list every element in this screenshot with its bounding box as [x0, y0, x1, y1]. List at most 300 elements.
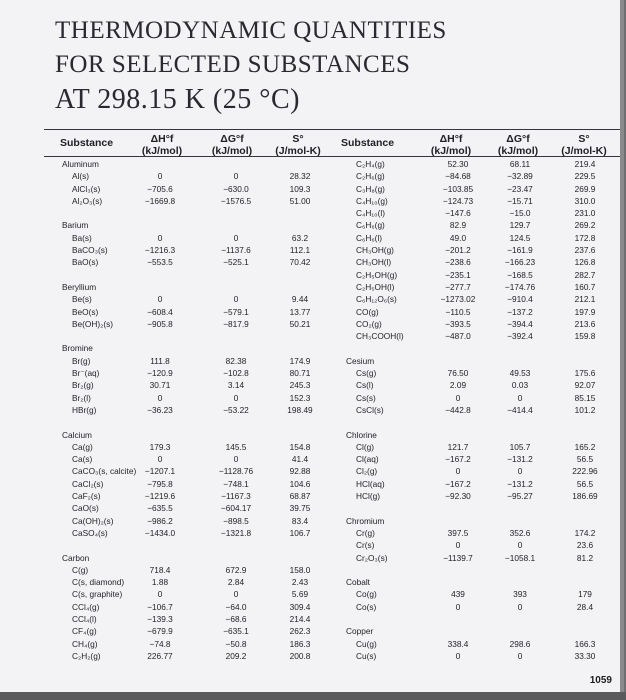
l-dg-cell: 2.84 [227, 577, 245, 588]
l-sub-cell: Ca(g) [72, 441, 93, 452]
r-s-cell: 175.6 [574, 368, 596, 379]
r-dg-cell [490, 613, 550, 625]
l-dg-cell: −817.9 [223, 318, 249, 329]
r-sub-cell: Cs(l) [356, 380, 374, 391]
r-dg-cell [490, 502, 550, 514]
l-dh-cell: −553.5 [147, 257, 173, 268]
r-sub-cell: C₂H₅OH(g) [356, 269, 398, 280]
r-dh-cell: −201.2 [445, 245, 471, 256]
l-s-cell [270, 281, 330, 293]
r-s-cell: 231.0 [574, 208, 596, 219]
l-sub-cell: C₂H₂(g) [72, 650, 101, 661]
r-dg-cell: −131.2 [507, 454, 533, 465]
r-s-cell: 213.6 [574, 318, 596, 329]
r-sub-cell: C₆H₁₂O₆(s) [356, 294, 397, 305]
r-sub-cell: Cs(s) [356, 392, 376, 403]
l-s-cell: 9.44 [291, 294, 309, 305]
l-s-cell [270, 416, 330, 428]
l-dg-cell [206, 207, 266, 219]
l-s-cell [270, 552, 330, 564]
l-dh-cell [130, 330, 190, 342]
r-s-cell: 23.6 [576, 540, 594, 551]
l-sub-cell: Br₂(g) [72, 380, 94, 391]
r-sub-cell: HCl(aq) [356, 478, 385, 489]
r-sub-cell: Cr(g) [356, 527, 375, 538]
l-dg-cell: 145.5 [225, 441, 247, 452]
r-sub-cell: Cr₂O₃(s) [356, 552, 388, 563]
l-dg-cell: −748.1 [223, 478, 249, 489]
r-sub-cell [346, 564, 424, 576]
l-dh-cell: −1207.1 [144, 466, 176, 477]
l-dg-cell: −579.1 [223, 306, 249, 317]
r-dg-cell: −23.47 [507, 183, 533, 194]
left-dg-column [206, 158, 266, 662]
right-s-column [560, 158, 610, 662]
header-substance-right: Substance [341, 137, 395, 149]
r-sub-cell: C₂H₄(g) [356, 159, 385, 169]
l-dh-cell [130, 416, 190, 428]
l-sub-cell: CH₄(g) [72, 638, 98, 649]
l-s-cell [270, 269, 330, 281]
l-dg-cell: −1576.5 [220, 195, 252, 206]
l-dg-cell: 3.14 [227, 380, 245, 391]
l-s-cell: 28.32 [289, 171, 311, 182]
l-dh-cell [130, 281, 190, 293]
r-dh-cell: −442.8 [445, 404, 471, 415]
r-dh-cell [428, 576, 488, 588]
r-dg-cell: 298.6 [509, 638, 531, 649]
left-s-column [270, 158, 330, 662]
r-dh-cell: −238.6 [445, 257, 471, 268]
l-dh-cell: −36.23 [147, 404, 173, 415]
l-s-cell: 50.21 [289, 318, 311, 329]
l-sub-cell: Barium [62, 220, 89, 231]
l-sub-cell: CaSO₄(s) [72, 527, 108, 538]
l-sub-cell: Calcium [62, 429, 92, 440]
l-dh-cell: −1434.0 [144, 527, 176, 538]
l-dh-cell [130, 158, 190, 170]
l-sub-cell: Br₂(l) [72, 392, 91, 403]
l-dg-cell [206, 219, 266, 231]
r-dh-cell: −147.6 [445, 208, 471, 219]
l-sub-cell: Ca(s) [72, 454, 93, 465]
r-s-cell [560, 576, 610, 588]
r-dh-cell: 76.50 [447, 368, 469, 379]
r-dg-cell: 393 [513, 589, 527, 600]
l-dg-cell [206, 330, 266, 342]
l-dg-cell: −53.22 [223, 404, 249, 415]
l-dg-cell: 209.2 [225, 650, 247, 661]
l-dh-cell: 1.88 [151, 577, 169, 588]
l-sub-cell: CCl₄(g) [72, 601, 100, 612]
header-s-left: S° (J/mol-K) [275, 133, 321, 157]
page-number: 1059 [589, 675, 612, 686]
l-dg-cell: 82.38 [225, 355, 247, 366]
l-sub-cell: Carbon [62, 552, 90, 563]
l-sub-cell: AlCl₃(s) [72, 183, 101, 194]
l-dh-cell [130, 539, 190, 551]
l-s-cell: 39.75 [289, 503, 311, 514]
r-dg-cell: −394.4 [507, 318, 533, 329]
header-substance-left: Substance [60, 137, 114, 149]
l-s-cell: 83.4 [291, 515, 309, 526]
r-sub-cell: Cesium [346, 355, 375, 366]
r-s-cell: 56.5 [576, 478, 594, 489]
r-s-cell: 126.8 [574, 257, 596, 268]
r-dh-cell: 338.4 [447, 638, 469, 649]
r-sub-cell: Cl(g) [356, 441, 374, 452]
l-sub-cell: CaF₂(s) [72, 491, 101, 502]
r-s-cell: 174.2 [574, 527, 596, 538]
l-dh-cell: 179.3 [149, 441, 171, 452]
l-dh-cell: 0 [157, 454, 163, 465]
title-line-2: FOR SELECTED SUBSTANCES [55, 51, 411, 78]
r-dh-cell: 121.7 [447, 441, 469, 452]
r-dh-cell: −167.2 [445, 454, 471, 465]
l-sub-cell: BeO(s) [72, 306, 99, 317]
r-dg-cell: 0.03 [511, 380, 529, 391]
r-sub-cell: C₂H₅OH(l) [356, 281, 395, 292]
r-sub-cell [346, 613, 424, 625]
l-dg-cell [206, 158, 266, 170]
r-s-cell: 92.07 [574, 380, 596, 391]
r-dg-cell [490, 515, 550, 527]
r-s-cell: 101.2 [574, 404, 596, 415]
r-dg-cell: −1058.1 [504, 552, 536, 563]
l-dh-cell: −986.2 [147, 515, 173, 526]
r-dg-cell: 129.7 [509, 220, 531, 231]
l-s-cell [270, 330, 330, 342]
l-dg-cell: 0 [233, 171, 239, 182]
r-s-cell [560, 429, 610, 441]
r-s-cell [560, 342, 610, 354]
r-dh-cell: −84.68 [445, 171, 471, 182]
l-s-cell: 186.3 [289, 638, 311, 649]
l-sub-cell: CaCl₂(s) [72, 478, 104, 489]
r-s-cell: 197.9 [574, 306, 596, 317]
l-sub-cell: C(s, graphite) [72, 589, 123, 600]
l-dh-cell: 30.71 [149, 380, 171, 391]
r-dh-cell [428, 416, 488, 428]
l-dh-cell [130, 207, 190, 219]
l-s-cell: 104.6 [289, 478, 311, 489]
r-dg-cell [490, 416, 550, 428]
l-dg-cell: 0 [233, 232, 239, 243]
r-sub-cell: CH₃OH(g) [356, 245, 394, 256]
l-s-cell [270, 158, 330, 170]
l-sub-cell: BaCO₃(s) [72, 245, 108, 256]
table-title [55, 14, 447, 118]
header-top-rule [44, 129, 620, 130]
l-dh-cell: −635.5 [147, 503, 173, 514]
r-s-cell [560, 564, 610, 576]
r-s-cell: 269.2 [574, 220, 596, 231]
r-s-cell: 85.15 [574, 392, 596, 403]
r-dh-cell: 439 [451, 589, 465, 600]
l-sub-cell: Al(s) [72, 171, 90, 182]
l-s-cell: 106.7 [289, 527, 311, 538]
r-sub-cell: CO(g) [356, 306, 379, 317]
r-dh-cell: −235.1 [445, 269, 471, 280]
r-dh-cell: −1273.02 [440, 294, 476, 305]
l-dg-cell [206, 552, 266, 564]
l-dh-cell: −1219.6 [144, 491, 176, 502]
l-dg-cell: 672.9 [225, 564, 247, 575]
r-sub-cell: CH₃COOH(l) [356, 331, 404, 342]
l-s-cell [270, 207, 330, 219]
r-dg-cell: 352.6 [509, 527, 531, 538]
l-dh-cell [130, 342, 190, 354]
r-dh-cell: 397.5 [447, 527, 469, 538]
r-dh-cell: −487.0 [445, 331, 471, 342]
page-edge [0, 692, 626, 700]
l-sub-cell: Beryllium [62, 281, 97, 292]
l-s-cell: 109.3 [289, 183, 311, 194]
r-s-cell: 166.3 [574, 638, 596, 649]
r-dg-cell [490, 355, 550, 367]
l-s-cell [270, 429, 330, 441]
l-dh-cell [130, 552, 190, 564]
r-s-cell [560, 515, 610, 527]
r-dg-cell: −95.27 [507, 491, 533, 502]
r-dh-cell: 0 [455, 392, 461, 403]
l-sub-cell: CaO(s) [72, 503, 99, 514]
r-dg-cell: 49.53 [509, 368, 531, 379]
l-s-cell: 112.1 [289, 245, 311, 256]
l-s-cell: 13.77 [289, 306, 311, 317]
r-sub-cell: Chromium [346, 515, 385, 526]
l-dh-cell: −1669.8 [144, 195, 176, 206]
l-dg-cell: −1137.6 [221, 245, 251, 256]
r-sub-cell [346, 502, 424, 514]
r-sub-cell [346, 342, 424, 354]
r-dh-cell [428, 613, 488, 625]
l-s-cell [270, 342, 330, 354]
l-s-cell: 41.4 [291, 454, 309, 465]
l-dg-cell [206, 416, 266, 428]
r-s-cell [560, 613, 610, 625]
l-dh-cell: −120.9 [147, 368, 173, 379]
l-s-cell [270, 539, 330, 551]
l-s-cell [270, 219, 330, 231]
r-sub-cell: C₄H₁₀(l) [356, 208, 385, 219]
r-sub-cell: Cl(aq) [356, 454, 379, 465]
r-dh-cell [428, 564, 488, 576]
header-s-right: S° (J/mol-K) [561, 133, 607, 157]
r-s-cell: 282.7 [574, 269, 596, 280]
r-dg-cell: −168.5 [507, 269, 533, 280]
l-sub-cell: Br⁻(aq) [72, 368, 100, 379]
l-sub-cell: CF₄(g) [72, 626, 97, 637]
l-dg-cell: −64.0 [225, 601, 247, 612]
l-dg-cell: 0 [233, 589, 239, 600]
r-sub-cell: C₆H₆(g) [356, 220, 385, 231]
l-dh-cell: −795.8 [147, 478, 173, 489]
l-s-cell: 92.88 [289, 466, 311, 477]
r-dh-cell: 2.09 [449, 380, 467, 391]
l-s-cell: 152.3 [289, 392, 311, 403]
r-sub-cell: Copper [346, 626, 374, 637]
l-s-cell: 51.00 [289, 195, 311, 206]
l-dg-cell: −50.8 [225, 638, 247, 649]
r-s-cell [560, 502, 610, 514]
l-dh-cell: −1216.3 [144, 245, 176, 256]
l-sub-cell: BaO(s) [72, 257, 99, 268]
l-s-cell: 5.69 [291, 589, 309, 600]
r-sub-cell: Cs(g) [356, 368, 377, 379]
r-dg-cell: −15.71 [507, 195, 533, 206]
r-s-cell: 159.8 [574, 331, 596, 342]
r-s-cell: 28.4 [576, 601, 594, 612]
header-dg-left: ΔG°f (kJ/mol) [211, 133, 253, 157]
r-s-cell: 33.30 [574, 650, 596, 661]
r-sub-cell: Chlorine [346, 429, 377, 440]
r-dg-cell [490, 342, 550, 354]
right-dg-column [490, 158, 550, 662]
l-sub-cell: C(g) [72, 564, 89, 575]
r-s-cell [560, 355, 610, 367]
l-sub-cell: CaCO₃(s, calcite) [72, 466, 137, 477]
l-s-cell: 262.3 [289, 626, 311, 637]
l-dg-cell: −630.0 [223, 183, 249, 194]
r-s-cell: 219.4 [574, 159, 596, 169]
l-s-cell: 200.8 [289, 650, 311, 661]
l-dh-cell: 111.8 [150, 355, 170, 366]
left-substance-column [62, 158, 140, 662]
r-dg-cell: −15.0 [509, 208, 531, 219]
r-s-cell: 165.2 [574, 441, 596, 452]
r-dg-cell: −392.4 [507, 331, 533, 342]
r-sub-cell: Cu(g) [356, 638, 377, 649]
l-dg-cell: 0 [233, 454, 239, 465]
r-dh-cell: 52.30 [447, 159, 469, 169]
l-sub-cell: Aluminum [62, 159, 99, 169]
r-sub-cell: Cl₂(g) [356, 466, 378, 477]
l-sub-cell [62, 330, 140, 342]
right-dh-column [428, 158, 488, 662]
r-s-cell: 186.69 [572, 491, 598, 502]
r-dg-cell: −174.76 [504, 281, 536, 292]
r-dg-cell [490, 576, 550, 588]
r-sub-cell: HCl(g) [356, 491, 380, 502]
r-dh-cell: −110.5 [445, 306, 471, 317]
l-dg-cell [206, 539, 266, 551]
l-dh-cell: −106.7 [147, 601, 173, 612]
l-s-cell: 63.2 [291, 232, 309, 243]
l-s-cell: 68.87 [289, 491, 311, 502]
r-dg-cell [490, 564, 550, 576]
r-dh-cell [428, 342, 488, 354]
l-s-cell: 309.4 [289, 601, 311, 612]
l-sub-cell: Ba(s) [72, 232, 92, 243]
r-s-cell [560, 416, 610, 428]
r-dg-cell: 0 [517, 540, 523, 551]
l-sub-cell: HBr(g) [72, 404, 97, 415]
r-s-cell: 160.7 [574, 281, 596, 292]
r-dh-cell [428, 429, 488, 441]
title-line-3: AT 298.15 K (25 °C) [55, 84, 300, 115]
r-sub-cell: Co(g) [356, 589, 377, 600]
r-dh-cell: −167.2 [445, 478, 471, 489]
l-dg-cell: 0 [233, 294, 239, 305]
r-sub-cell: C₆H₆(l) [356, 232, 383, 243]
l-sub-cell: Be(OH)₂(s) [72, 318, 114, 329]
l-s-cell: 70.42 [289, 257, 311, 268]
r-sub-cell: Cobalt [346, 577, 370, 588]
l-dh-cell: 0 [157, 171, 163, 182]
l-s-cell: 214.4 [289, 613, 311, 624]
left-dh-column [130, 158, 190, 662]
r-dh-cell: 82.9 [449, 220, 467, 231]
r-dh-cell [428, 625, 488, 637]
l-sub-cell: Al₂O₃(s) [72, 195, 103, 206]
l-dh-cell: 0 [157, 294, 163, 305]
r-dh-cell: −103.85 [442, 183, 474, 194]
r-dh-cell: 49.0 [449, 232, 467, 243]
r-dh-cell: −92.30 [445, 491, 471, 502]
l-dg-cell: −635.1 [223, 626, 249, 637]
r-s-cell: 222.96 [572, 466, 598, 477]
l-dh-cell: −74.8 [149, 638, 171, 649]
right-substance-column [346, 158, 424, 662]
l-s-cell: 80.71 [289, 368, 311, 379]
r-sub-cell: C₄H₁₀(g) [356, 195, 388, 206]
l-dh-cell: 0 [157, 589, 163, 600]
r-s-cell: 179 [578, 589, 592, 600]
r-dg-cell: 0 [517, 466, 523, 477]
r-dh-cell: 0 [455, 466, 461, 477]
r-s-cell: 81.2 [576, 552, 594, 563]
l-dg-cell: 0 [233, 392, 239, 403]
l-dg-cell: −898.5 [223, 515, 249, 526]
r-dh-cell: −277.7 [445, 281, 471, 292]
l-s-cell: 2.43 [291, 577, 309, 588]
r-dg-cell: 105.7 [509, 441, 531, 452]
r-dh-cell: −1139.7 [443, 552, 473, 563]
l-sub-cell: Br(g) [72, 355, 91, 366]
title-line-1: THERMODYNAMIC QUANTITIES [55, 17, 447, 44]
r-s-cell [560, 625, 610, 637]
l-dg-cell: −525.1 [223, 257, 249, 268]
l-dh-cell: 226.77 [147, 650, 173, 661]
l-dg-cell [206, 342, 266, 354]
r-dg-cell: 124.5 [509, 232, 531, 243]
l-sub-cell: Bromine [62, 343, 93, 354]
r-sub-cell: C₂H₆(g) [356, 171, 385, 182]
l-dg-cell: −1167.3 [221, 491, 251, 502]
l-s-cell: 174.9 [289, 355, 311, 366]
l-dg-cell [206, 281, 266, 293]
r-dh-cell: −124.73 [442, 195, 474, 206]
l-sub-cell [62, 539, 140, 551]
l-dg-cell: −102.8 [223, 368, 249, 379]
r-dg-cell: 68.11 [509, 159, 531, 169]
r-s-cell: 310.0 [574, 195, 596, 206]
r-dg-cell: −131.2 [507, 478, 533, 489]
l-s-cell: 245.3 [289, 380, 311, 391]
l-dh-cell: −905.8 [147, 318, 173, 329]
r-dh-cell [428, 355, 488, 367]
r-sub-cell: CO₂(g) [356, 318, 382, 329]
r-dh-cell: 0 [455, 540, 461, 551]
r-dg-cell: −910.4 [507, 294, 533, 305]
r-dh-cell: −393.5 [445, 318, 471, 329]
r-dg-cell [490, 429, 550, 441]
l-dh-cell [130, 219, 190, 231]
l-dg-cell: −1128.76 [218, 466, 254, 477]
r-s-cell: 269.9 [574, 183, 596, 194]
l-dg-cell: −68.6 [225, 613, 247, 624]
